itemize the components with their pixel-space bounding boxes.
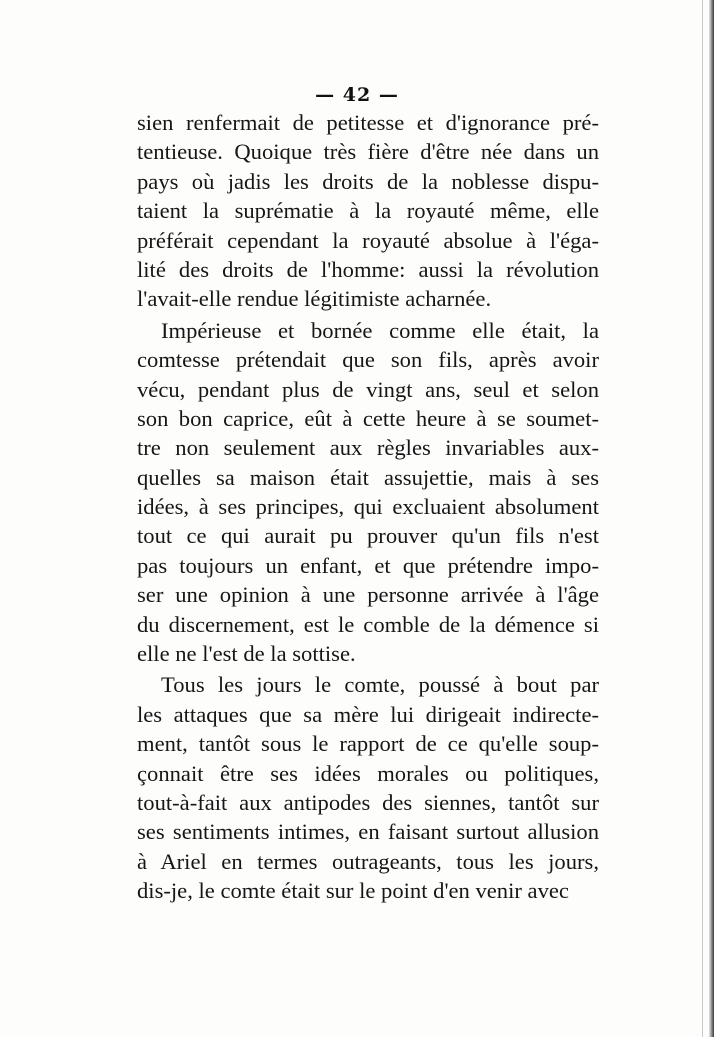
text-line: ment, tantôt sous le rapport de ce qu'elle soup- — [137, 731, 599, 757]
text-line: Tous les jours le comte, poussé à bout par — [161, 672, 599, 698]
text-line: comtesse prétendait que son fils, après avoir — [137, 347, 599, 373]
text-line: l'avait-elle rendue légitimiste acharnée. — [137, 286, 492, 312]
text-line: tout-à-fait aux antipodes des siennes, tantôt sur — [137, 789, 599, 815]
text-line: tout ce qui aurait pu prouver qu'un fils n'est — [137, 523, 599, 549]
text-line: çonnait être ses idées morales ou politiques, — [137, 760, 599, 786]
text-line: elle ne l'est de la sottise. — [137, 641, 356, 667]
text-line: tentieuse. Quoique très fière d'être née dans un — [137, 139, 599, 165]
text-line: lité des droits de l'homme: aussi la révolution — [137, 256, 599, 282]
text-line: dis-je, le comte était sur le point d'en venir avec — [137, 878, 569, 904]
text-line: Impérieuse et bornée comme elle était, la — [161, 317, 599, 343]
text-line: vécu, pendant plus de vingt ans, seul et selon — [137, 376, 599, 402]
text-line: ser une opinion à une personne arrivée à l'âge — [137, 582, 599, 608]
text-line: à Ariel en termes outrageants, tous les jours, — [137, 848, 599, 874]
paragraph — [137, 108, 599, 314]
text-line: son bon caprice, eût à cette heure à se soumet- — [137, 405, 599, 431]
text-line: quelles sa maison était assujettie, mais à ses — [137, 464, 599, 490]
text-line: préférait cependant la royauté absolue à l'éga- — [137, 227, 599, 253]
text-line: taient la suprématie à la royauté même, elle — [137, 198, 599, 224]
text-line: pays où jadis les droits de la noblesse dispu- — [137, 168, 599, 194]
text-line: idées, à ses principes, qui excluaient absolument — [137, 494, 599, 520]
text-line: pas toujours un enfant, et que prétendre impo- — [137, 552, 599, 578]
page-number: — 42 — — [315, 84, 399, 106]
page-edge-shadow — [709, 0, 714, 1037]
paragraph — [137, 316, 599, 669]
text-line: les attaques que sa mère lui dirigeait indirecte- — [137, 701, 599, 727]
text-line: sien renfermait de petitesse et d'ignorance pré- — [137, 110, 599, 135]
paragraph — [137, 670, 599, 905]
text-line: tre non seulement aux règles invariables aux- — [137, 435, 599, 461]
text-line: ses sentiments intimes, en faisant surtout allusion — [137, 819, 599, 845]
page-edge-line — [702, 0, 703, 1037]
body-text — [137, 108, 599, 906]
text-line: du discernement, est le comble de la démence si — [137, 611, 599, 637]
